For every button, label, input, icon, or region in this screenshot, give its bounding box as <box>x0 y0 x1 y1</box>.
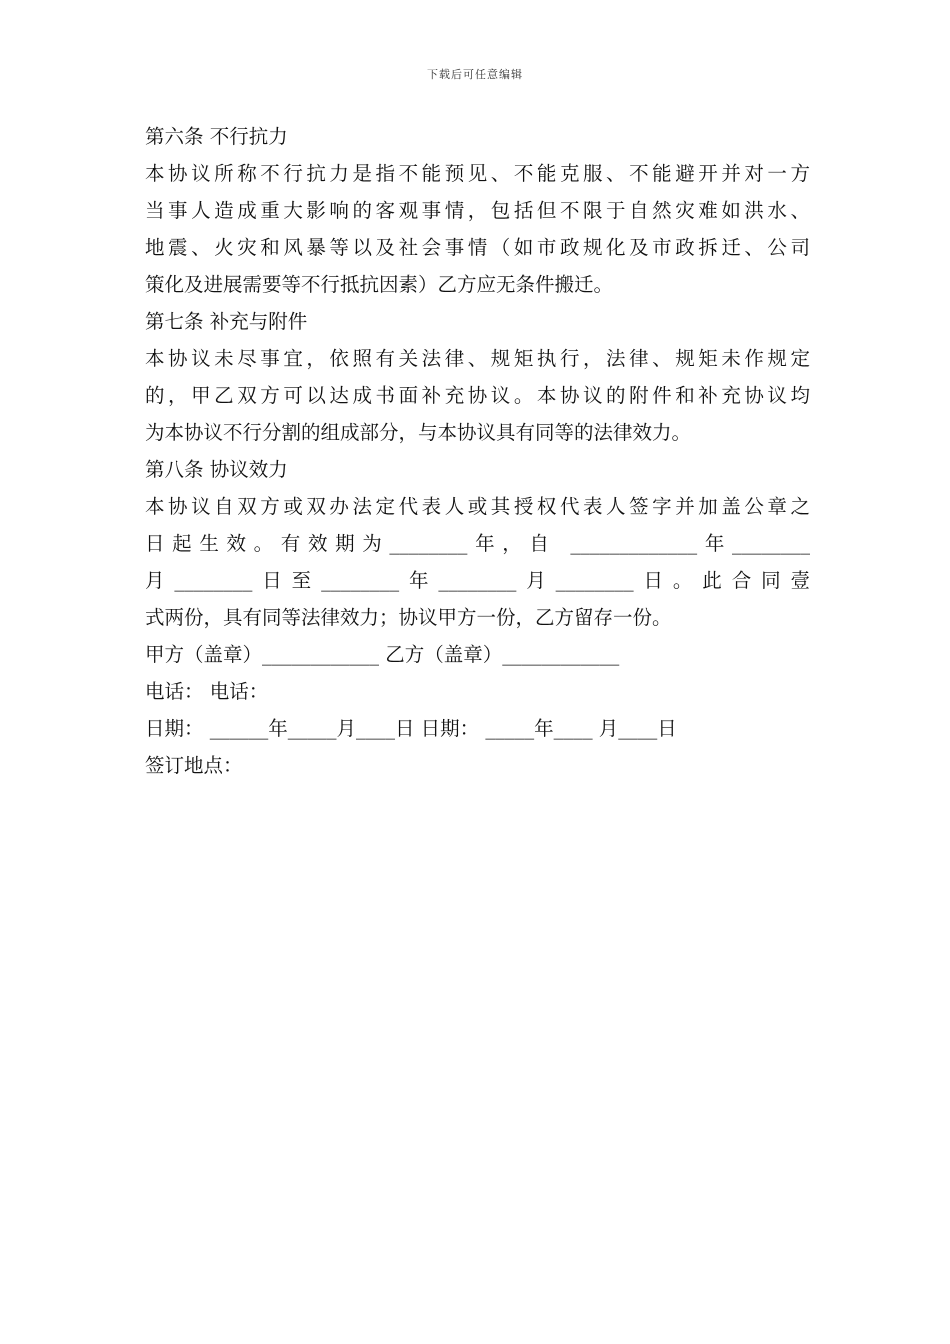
article-6-line-3: 地震、火灾和风暴等以及社会事情（如市政规化及市政拆迁、公司 <box>145 236 810 259</box>
article-8-line-1: 本协议自双方或双办法定代表人或其授权代表人签字并加盖公章之 <box>145 495 810 518</box>
signature-place-line: 签订地点： <box>145 754 243 777</box>
article-7-title: 第七条 补充与附件 <box>145 310 308 333</box>
article-7-line-2: 的，甲乙双方可以达成书面补充协议。本协议的附件和补充协议均 <box>145 384 810 407</box>
document-body <box>145 118 810 784</box>
article-8-line-3: 月________日至________年________月________日。此合同壹 <box>145 569 810 592</box>
article-6-line-4: 策化及进展需要等不行抵抗因素）乙方应无条件搬迁。 <box>145 273 614 296</box>
article-6-title: 第六条 不行抗力 <box>145 125 288 148</box>
article-8-line-2: 日起生效。有效期为________年，自 _____________年________ <box>145 532 810 555</box>
page-header-note: 下载后可任意编辑 <box>427 68 523 81</box>
article-8-title: 第八条 协议效力 <box>145 458 288 481</box>
article-7-line-3: 为本协议不行分割的组成部分，与本协议具有同等的法律效力。 <box>145 421 692 444</box>
article-6-line-2: 当事人造成重大影响的客观事情，包括但不限于自然灾难如洪水、 <box>145 199 810 222</box>
article-7-line-1: 本协议未尽事宜，依照有关法律、规矩执行，法律、规矩未作规定 <box>145 347 810 370</box>
signature-dates-line: 日期： ______年_____月____日 日期： _____年____ 月____日 <box>145 717 677 740</box>
article-6-line-1: 本协议所称不行抗力是指不能预见、不能克服、不能避开并对一方 <box>145 162 810 185</box>
signature-phones-line: 电话： 电话： <box>145 680 269 703</box>
signature-parties-line: 甲方（盖章）____________ 乙方（盖章）____________ <box>145 643 620 666</box>
article-8-line-4: 式两份，具有同等法律效力；协议甲方一份，乙方留存一份。 <box>145 606 672 629</box>
